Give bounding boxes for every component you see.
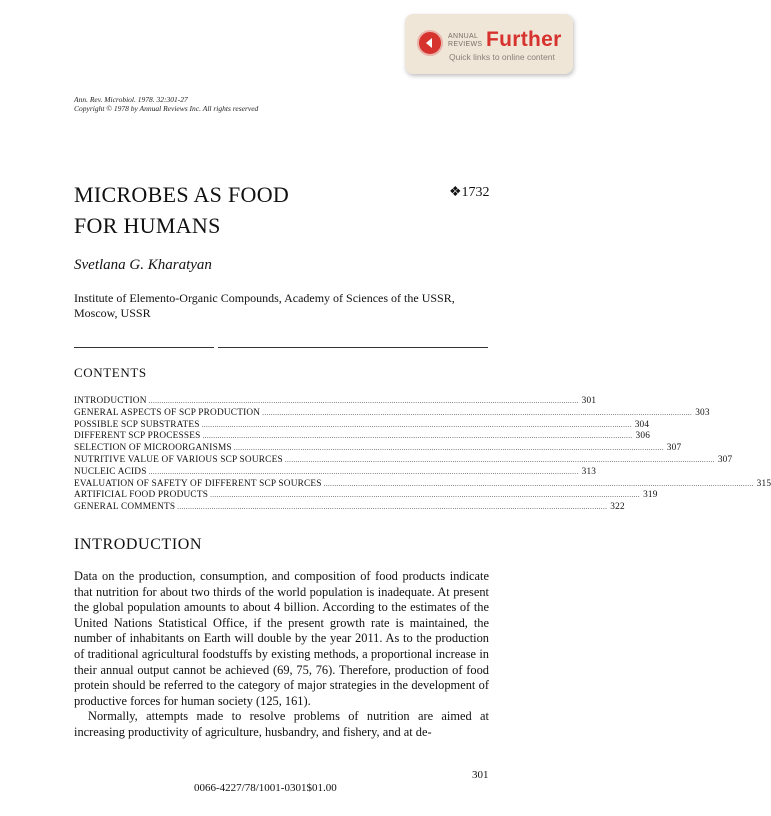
toc-entry-label: ARTIFICIAL FOOD PRODUCTS (74, 490, 209, 501)
toc-leader-dots: ........................................................................................................................................................................................................ (201, 420, 632, 429)
article-code: ❖1732 (449, 185, 490, 200)
toc-entry[interactable] (74, 490, 658, 502)
toc-entry-label: DIFFERENT SCP PROCESSES (74, 431, 201, 442)
citation-line-2: Copyright © 1978 by Annual Reviews Inc. All rights reserved (74, 104, 259, 113)
contents-heading: CONTENTS (74, 365, 147, 380)
article-title (74, 179, 289, 241)
table-of-contents (74, 396, 771, 514)
author-name: Svetlana G. Kharatyan (74, 257, 212, 273)
toc-entry-label: INTRODUCTION (74, 396, 147, 406)
footer-code: 0066-4227/78/1001-0301$01.00 (194, 782, 337, 794)
divider-right (218, 347, 488, 348)
annual-label: ANNUAL (448, 33, 479, 40)
affiliation-line-2: Moscow, USSR (74, 306, 151, 320)
quick-links-label: Quick links to online content (449, 52, 555, 62)
toc-entry[interactable] (74, 502, 625, 514)
citation-line-1: Ann. Rev. Microbiol. 1978. 32:301-27 (74, 95, 188, 104)
toc-entry-label: SELECTION OF MICROORGANISMS (74, 443, 232, 454)
toc-leader-dots: ........................................................................................................................................................................................................ (210, 491, 641, 500)
toc-leader-dots: ........................................................................................................................................................................................................ (233, 444, 664, 453)
divider-left (74, 347, 214, 348)
toc-entry-page: 315 (756, 478, 771, 489)
toc-entry[interactable] (74, 443, 682, 455)
toc-leader-dots: ........................................................................................................................................................................................................ (202, 432, 633, 441)
toc-entry-label: GENERAL ASPECTS OF SCP PRODUCTION (74, 407, 261, 418)
toc-entry-page: 306 (635, 431, 651, 442)
toc-entry-page: 303 (695, 407, 710, 418)
toc-entry-page: 313 (581, 466, 597, 477)
toc-entry[interactable] (74, 431, 651, 443)
toc-leader-dots: ........................................................................................................................................................................................................ (262, 408, 693, 417)
toc-entry[interactable] (74, 454, 733, 467)
further-label: Further (486, 28, 562, 51)
toc-entry-page: 301 (581, 396, 597, 406)
introduction-paragraph-1: Data on the production, consumption, and composition of food products indicate that nutrition for about two thirds of the world population is inadequate. At present the global population amounts to about 4 billion. According to the estimates of the United Nations Statistical Office, if the present growth rate is maintained, the number of inhabitants on Earth will double by the year 2011. As to the production of traditional agricultural foodstuffs by existing methods, a proportional increase in their annual output cannot be achieved (69, 75, 76). Therefore, production of food protein should be referred to the category of major strategies in the development of productive forces for human society (125, 161). (74, 569, 489, 708)
affiliation-line-1: Institute of Elemento-Organic Compounds, Academy of Sciences of the USSR, (74, 291, 455, 305)
toc-entry[interactable] (74, 478, 771, 491)
toc-leader-dots: ........................................................................................................................................................................................................ (284, 455, 715, 464)
toc-entry-label: POSSIBLE SCP SUBSTRATES (74, 419, 200, 430)
toc-entry-label: EVALUATION OF SAFETY OF DIFFERENT SCP SOURCES (74, 478, 322, 489)
toc-leader-dots: ........................................................................................................................................................................................................ (177, 503, 608, 512)
toc-entry-label: NUCLEIC ACIDS (74, 466, 147, 477)
toc-leader-dots: ........................................................................................................................................................................................................ (148, 467, 579, 476)
article-title-line-1: MICROBES AS FOOD (74, 182, 290, 207)
toc-leader-dots: ........................................................................................................................................................................................................ (148, 397, 579, 405)
toc-entry-page: 307 (666, 443, 682, 454)
toc-entry[interactable] (74, 396, 597, 408)
further-banner[interactable] (405, 14, 573, 74)
toc-entry-page: 319 (643, 490, 658, 501)
toc-entry-page: 304 (634, 419, 650, 430)
annual-reviews-logo-icon (417, 30, 443, 56)
page-number: 301 (472, 769, 489, 781)
introduction-body (74, 569, 489, 741)
toc-entry-label: GENERAL COMMENTS (74, 502, 176, 513)
toc-entry-label: NUTRITIVE VALUE OF VARIOUS SCP SOURCES (74, 454, 283, 465)
affiliation (74, 291, 455, 321)
toc-leader-dots: ........................................................................................................................................................................................................ (323, 479, 754, 488)
introduction-paragraph-2: Normally, attempts made to resolve problems of nutrition are aimed at increasing productivity of agriculture, husbandry, and fishery, and at de- (74, 709, 489, 739)
annual-reviews-wordmark (448, 33, 482, 49)
reviews-label: REVIEWS (448, 41, 483, 48)
toc-entry[interactable] (74, 407, 710, 420)
toc-entry-page: 307 (717, 454, 733, 465)
toc-entry[interactable] (74, 419, 650, 432)
toc-entry[interactable] (74, 466, 597, 479)
article-title-line-2: FOR HUMANS (74, 213, 221, 238)
introduction-heading: INTRODUCTION (74, 536, 203, 553)
toc-entry-page: 322 (610, 502, 625, 513)
